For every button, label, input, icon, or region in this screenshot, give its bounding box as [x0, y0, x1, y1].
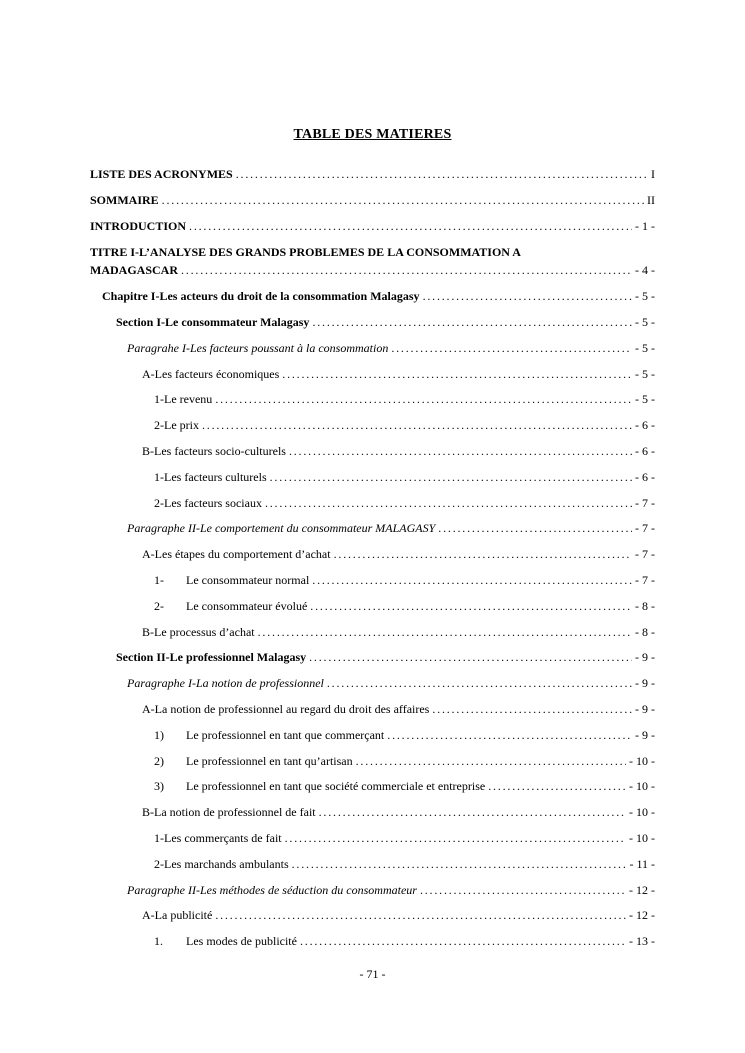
toc-entry-number: 1) [154, 727, 164, 742]
toc-entry [90, 624, 655, 640]
toc-page-number: - 11 - [629, 856, 655, 871]
toc-entry-label: Paragraphe I-La notion de professionnel [127, 676, 324, 691]
toc-page-number: - 7 - [635, 572, 655, 587]
toc-page-number: - 10 - [629, 830, 655, 845]
dot-leader [285, 830, 626, 846]
toc-entry-number: 2) [154, 753, 164, 768]
dot-leader [215, 907, 626, 923]
toc-page-number: - 8 - [635, 624, 655, 639]
dot-leader [265, 495, 632, 511]
toc-page-number: - 5 - [635, 289, 655, 304]
dot-leader [312, 572, 632, 588]
toc-entry [90, 546, 655, 562]
toc-page-number: - 6 - [635, 469, 655, 484]
toc-entry [90, 933, 655, 949]
toc-page-number: - 1 - [635, 218, 655, 233]
toc-entry [90, 443, 655, 459]
toc-entry-label: Le professionnel en tant que société commerciale et entreprise [186, 779, 486, 794]
dot-leader [309, 649, 632, 665]
dot-leader [215, 391, 632, 407]
toc-entry-label: A-La publicité [142, 908, 213, 923]
toc-entry [90, 166, 655, 182]
toc-entry-line2 [90, 262, 655, 278]
toc-page-number: - 10 - [629, 805, 655, 820]
toc-entry [90, 882, 655, 898]
toc-entry-label: B-La notion de professionnel de fait [142, 805, 316, 820]
toc-entry-label: SOMMAIRE [90, 192, 159, 207]
toc-entry-label: A-La notion de professionnel au regard du droit des affaires [142, 701, 430, 716]
toc-entry [90, 288, 655, 304]
toc-entry-label: B-Les facteurs socio-culturels [142, 443, 286, 458]
toc-entry-label: TITRE I-L’ANALYSE DES GRANDS PROBLEMES DE LA CONSOMMATION A [90, 245, 521, 260]
toc-entry [90, 598, 655, 614]
toc-entry [90, 391, 655, 407]
toc-page-number: - 12 - [629, 908, 655, 923]
toc-entry-label: Le professionnel en tant que commerçant [186, 727, 385, 742]
toc-page-number: - 12 - [629, 882, 655, 897]
dot-leader [334, 546, 632, 562]
toc-entry-number: 3) [154, 779, 164, 794]
toc-page-number: - 9 - [635, 650, 655, 665]
toc-entry [90, 572, 655, 588]
toc-page-number: - 4 - [635, 263, 655, 278]
dot-leader [310, 598, 632, 614]
toc-entry [90, 701, 655, 717]
toc-entry-label: A-Les facteurs économiques [142, 366, 280, 381]
toc-entry [90, 218, 655, 234]
dot-leader [292, 856, 627, 872]
dot-leader [423, 288, 632, 304]
toc-page-number: - 5 - [635, 392, 655, 407]
dot-leader [202, 417, 632, 433]
dot-leader [236, 166, 648, 182]
dot-leader [387, 727, 632, 743]
toc-entry-label: 1-Le revenu [154, 392, 213, 407]
toc-entry-label: Section II-Le professionnel Malagasy [116, 650, 307, 665]
toc-page-number: - 7 - [635, 521, 655, 536]
toc-page-number: I [651, 167, 655, 181]
toc-entry-number: 1- [154, 572, 164, 587]
toc-page-number: - 9 - [635, 676, 655, 691]
toc-entry [90, 907, 655, 923]
toc-entry [90, 675, 655, 691]
toc-entry-number: 2- [154, 598, 164, 613]
dot-leader [420, 882, 626, 898]
toc-entry [90, 366, 655, 382]
toc-page-number: - 10 - [629, 779, 655, 794]
page-content [90, 0, 655, 959]
footer-page-number: - 71 - [359, 967, 386, 981]
toc-entry [90, 753, 655, 769]
toc-entry-label: Le professionnel en tant qu’artisan [186, 753, 353, 768]
toc-entry-number: 1. [154, 934, 163, 949]
toc-entry-label: 2-Le prix [154, 418, 199, 433]
toc-entry-label: Le consommateur normal [186, 572, 310, 587]
toc-entry-label: INTRODUCTION [90, 218, 187, 233]
toc-page-number: - 8 - [635, 598, 655, 613]
toc-page-number: - 7 - [635, 495, 655, 510]
toc-entry [90, 856, 655, 872]
toc-entry-label: Section I-Le consommateur Malagasy [116, 314, 310, 329]
toc-page-number: - 13 - [629, 934, 655, 949]
toc-page-number: II [647, 192, 655, 207]
toc-entry [90, 495, 655, 511]
toc-entry [90, 830, 655, 846]
toc-list [90, 166, 655, 949]
toc-entry [90, 469, 655, 485]
toc-entry [90, 727, 655, 743]
toc-page-number: - 9 - [635, 727, 655, 742]
toc-entry-label: Paragrahe I-Les facteurs poussant à la consommation [127, 340, 389, 355]
toc-page-number: - 5 - [635, 340, 655, 355]
toc-entry [90, 192, 655, 208]
dot-leader [391, 340, 632, 356]
toc-entry [90, 520, 655, 536]
dot-leader [300, 933, 626, 949]
toc-page-number: - 6 - [635, 443, 655, 458]
toc-entry-label: 1-Les commerçants de fait [154, 830, 282, 845]
dot-leader [432, 701, 632, 717]
dot-leader [327, 675, 632, 691]
dot-leader [289, 443, 632, 459]
toc-entry [90, 649, 655, 665]
toc-page-number: - 5 - [635, 314, 655, 329]
dot-leader [356, 753, 626, 769]
toc-entry-label: B-Le processus d’achat [142, 624, 255, 639]
page-title: TABLE DES MATIERES [293, 127, 452, 142]
toc-entry-label: Chapitre I-Les acteurs du droit de la consommation Malagasy [102, 289, 420, 304]
toc-entry [90, 417, 655, 433]
toc-entry [90, 778, 655, 794]
dot-leader [282, 366, 632, 382]
dot-leader [258, 624, 632, 640]
dot-leader [270, 469, 632, 485]
toc-entry [90, 340, 655, 356]
toc-entry-label: Paragraphe II-Le comportement du consommateur MALAGASY [127, 521, 436, 536]
toc-entry-label-continued: MADAGASCAR [90, 263, 178, 278]
toc-entry-label: 2-Les marchands ambulants [154, 856, 289, 871]
toc-entry-label: Les modes de publicité [186, 934, 297, 949]
toc-entry [90, 243, 655, 278]
dot-leader [312, 314, 632, 330]
dot-leader [189, 218, 632, 234]
toc-entry-label: 2-Les facteurs sociaux [154, 495, 262, 510]
toc-entry-label: A-Les étapes du comportement d’achat [142, 547, 331, 562]
toc-entry [90, 314, 655, 330]
toc-entry-label: Le consommateur évolué [186, 598, 308, 613]
dot-leader [162, 192, 644, 208]
toc-entry-label: 1-Les facteurs culturels [154, 469, 267, 484]
dot-leader [181, 262, 632, 278]
toc-entry-label: Paragraphe II-Les méthodes de séduction du consommateur [127, 882, 417, 897]
toc-page-number: - 5 - [635, 366, 655, 381]
toc-page-number: - 6 - [635, 418, 655, 433]
dot-leader [319, 804, 626, 820]
dot-leader [438, 520, 632, 536]
toc-entry-label: LISTE DES ACRONYMES [90, 167, 233, 181]
dot-leader [488, 778, 626, 794]
toc-page-number: - 9 - [635, 701, 655, 716]
toc-entry [90, 804, 655, 820]
toc-page-number: - 10 - [629, 753, 655, 768]
toc-page-number: - 7 - [635, 547, 655, 562]
